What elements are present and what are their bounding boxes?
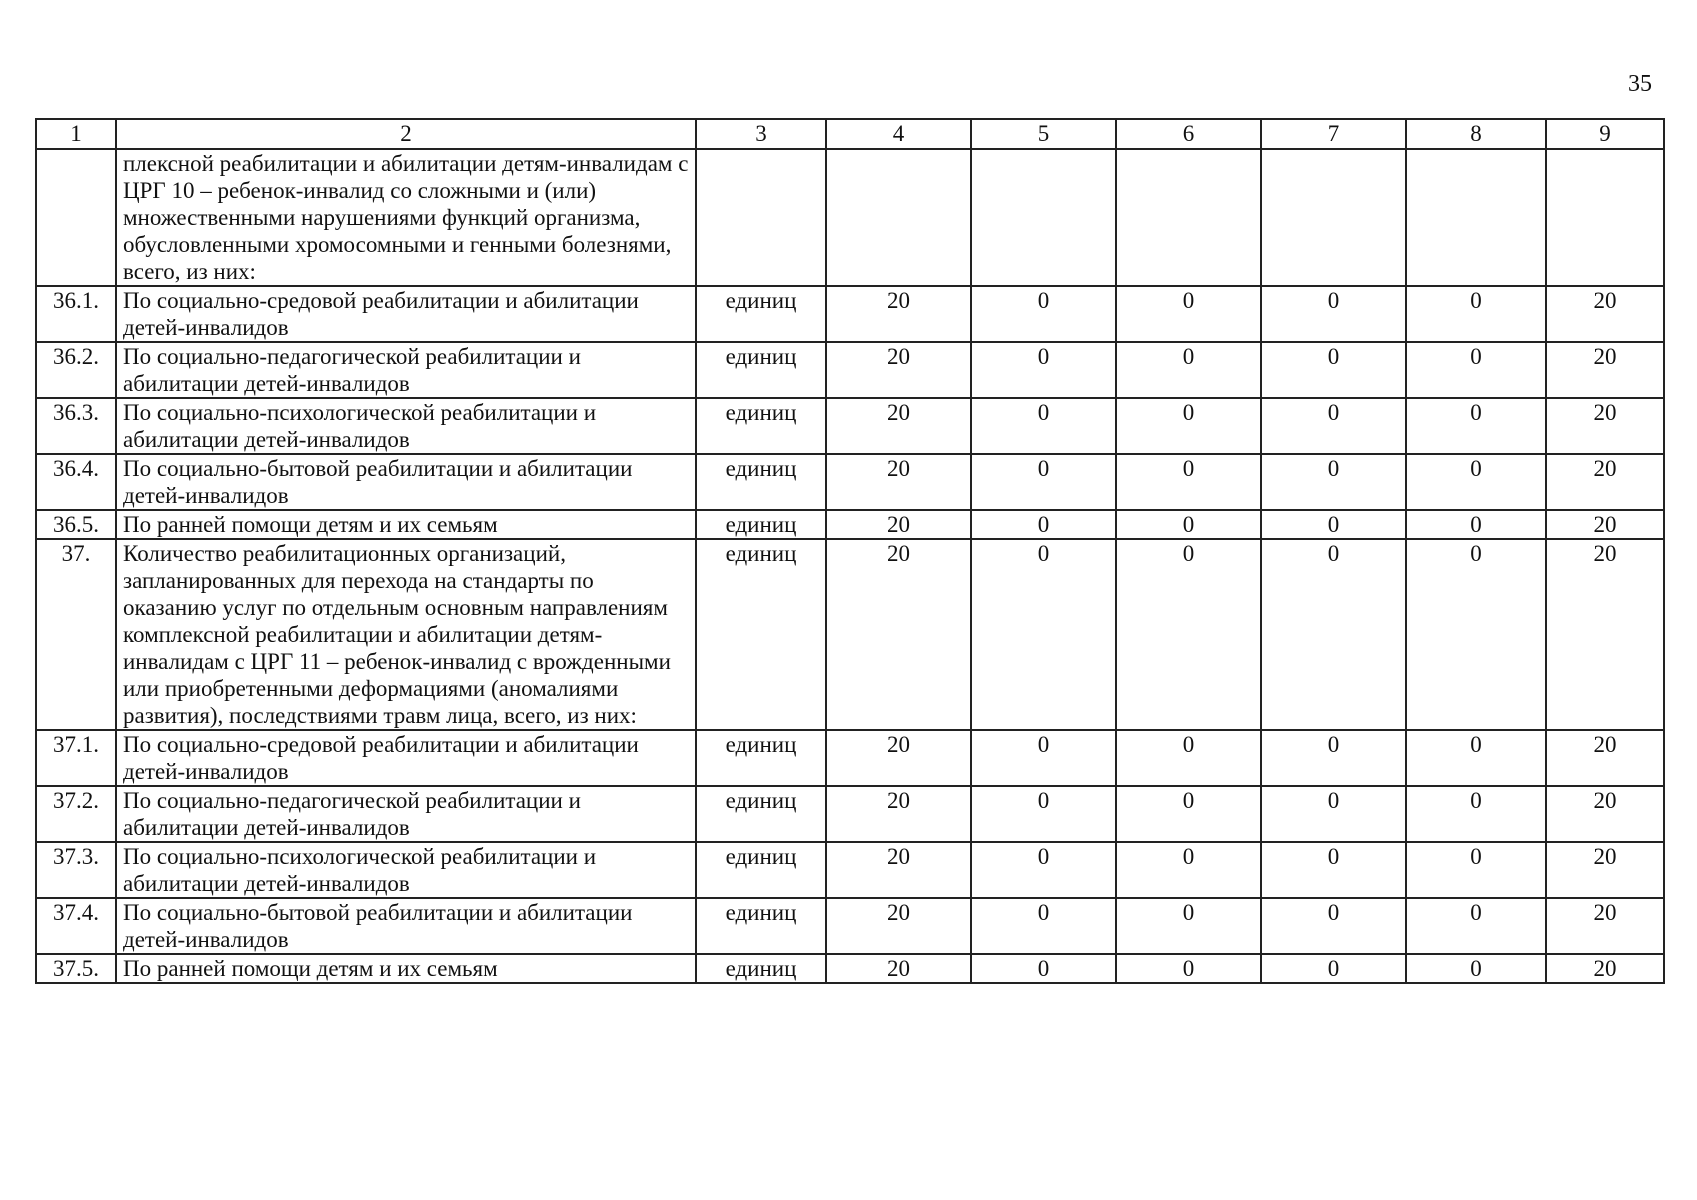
row-name: По социально-психологической реабилитации и абилитации детей-инвалидов bbox=[116, 842, 696, 898]
row-value: 0 bbox=[1406, 954, 1546, 983]
row-value: 0 bbox=[1261, 954, 1406, 983]
header-cell: 1 bbox=[36, 119, 116, 149]
row-name: По социально-средовой реабилитации и абилитации детей-инвалидов bbox=[116, 730, 696, 786]
row-number bbox=[36, 149, 116, 286]
row-value: 20 bbox=[826, 342, 971, 398]
row-value: 20 bbox=[1546, 539, 1664, 730]
row-value: 0 bbox=[1116, 454, 1261, 510]
row-unit: единиц bbox=[696, 954, 826, 983]
row-value bbox=[1546, 149, 1664, 286]
row-value: 0 bbox=[1406, 730, 1546, 786]
row-value: 20 bbox=[826, 730, 971, 786]
row-value: 0 bbox=[1116, 398, 1261, 454]
row-value: 20 bbox=[1546, 510, 1664, 539]
row-value bbox=[826, 149, 971, 286]
row-unit: единиц bbox=[696, 730, 826, 786]
table-row bbox=[36, 510, 1664, 539]
report-table bbox=[35, 118, 1665, 984]
row-value: 0 bbox=[1116, 842, 1261, 898]
row-value: 0 bbox=[1116, 898, 1261, 954]
row-number: 36.5. bbox=[36, 510, 116, 539]
header-row bbox=[36, 119, 1664, 149]
row-value: 0 bbox=[1261, 730, 1406, 786]
row-value: 20 bbox=[1546, 342, 1664, 398]
row-value: 0 bbox=[1116, 510, 1261, 539]
row-number: 37.2. bbox=[36, 786, 116, 842]
table-row bbox=[36, 286, 1664, 342]
table-row bbox=[36, 954, 1664, 983]
row-value: 0 bbox=[971, 454, 1116, 510]
row-value: 0 bbox=[1261, 454, 1406, 510]
row-value: 0 bbox=[1406, 842, 1546, 898]
row-value: 0 bbox=[1116, 954, 1261, 983]
row-name: плексной реабилитации и абилитации детям-инвалидам с ЦРГ 10 – ребенок-инвалид со сложными и (или) множественными нарушениями функций организма, обусловленными хромосомными и генными болезнями, всего, из них: bbox=[116, 149, 696, 286]
table-row bbox=[36, 398, 1664, 454]
row-number: 37.5. bbox=[36, 954, 116, 983]
table-row bbox=[36, 730, 1664, 786]
row-value: 0 bbox=[1116, 286, 1261, 342]
row-unit bbox=[696, 149, 826, 286]
row-value: 20 bbox=[826, 539, 971, 730]
row-number: 36.3. bbox=[36, 398, 116, 454]
row-value bbox=[1406, 149, 1546, 286]
row-value: 20 bbox=[826, 842, 971, 898]
table-row bbox=[36, 342, 1664, 398]
row-value: 20 bbox=[1546, 842, 1664, 898]
header-cell: 3 bbox=[696, 119, 826, 149]
row-unit: единиц bbox=[696, 510, 826, 539]
row-value: 20 bbox=[1546, 786, 1664, 842]
table-row bbox=[36, 842, 1664, 898]
row-value: 20 bbox=[1546, 286, 1664, 342]
header-cell: 6 bbox=[1116, 119, 1261, 149]
row-value: 0 bbox=[1116, 730, 1261, 786]
row-value: 0 bbox=[1406, 786, 1546, 842]
row-value: 0 bbox=[971, 510, 1116, 539]
row-value: 0 bbox=[971, 539, 1116, 730]
row-number: 36.2. bbox=[36, 342, 116, 398]
table-row bbox=[36, 786, 1664, 842]
row-value: 0 bbox=[1406, 286, 1546, 342]
row-value: 0 bbox=[1261, 342, 1406, 398]
header-cell: 7 bbox=[1261, 119, 1406, 149]
row-value bbox=[971, 149, 1116, 286]
table-row bbox=[36, 454, 1664, 510]
row-value: 0 bbox=[1116, 539, 1261, 730]
row-number: 37.3. bbox=[36, 842, 116, 898]
row-value: 20 bbox=[826, 954, 971, 983]
row-value bbox=[1116, 149, 1261, 286]
row-value: 0 bbox=[971, 786, 1116, 842]
row-value: 20 bbox=[1546, 898, 1664, 954]
table-body bbox=[36, 149, 1664, 983]
row-value: 0 bbox=[1261, 398, 1406, 454]
row-unit: единиц bbox=[696, 286, 826, 342]
row-value: 0 bbox=[971, 898, 1116, 954]
row-value: 20 bbox=[826, 398, 971, 454]
row-unit: единиц bbox=[696, 786, 826, 842]
row-value: 0 bbox=[1261, 898, 1406, 954]
row-unit: единиц bbox=[696, 539, 826, 730]
row-value: 20 bbox=[826, 786, 971, 842]
row-number: 36.1. bbox=[36, 286, 116, 342]
row-value: 20 bbox=[826, 510, 971, 539]
row-value: 0 bbox=[1261, 842, 1406, 898]
row-value: 0 bbox=[971, 954, 1116, 983]
row-name: По социально-психологической реабилитации и абилитации детей-инвалидов bbox=[116, 398, 696, 454]
row-name: По социально-педагогической реабилитации и абилитации детей-инвалидов bbox=[116, 342, 696, 398]
row-value: 0 bbox=[1406, 398, 1546, 454]
row-value: 0 bbox=[1261, 510, 1406, 539]
row-value: 0 bbox=[1406, 454, 1546, 510]
row-value: 0 bbox=[971, 342, 1116, 398]
row-value: 0 bbox=[1261, 786, 1406, 842]
row-value bbox=[1261, 149, 1406, 286]
table-row bbox=[36, 539, 1664, 730]
header-cell: 8 bbox=[1406, 119, 1546, 149]
row-value: 0 bbox=[971, 730, 1116, 786]
page-number: 35 bbox=[1628, 71, 1652, 97]
row-unit: единиц bbox=[696, 842, 826, 898]
row-value: 0 bbox=[1261, 539, 1406, 730]
row-number: 36.4. bbox=[36, 454, 116, 510]
row-unit: единиц bbox=[696, 454, 826, 510]
row-unit: единиц bbox=[696, 898, 826, 954]
row-value: 20 bbox=[826, 286, 971, 342]
row-value: 0 bbox=[1261, 286, 1406, 342]
row-name: По социально-педагогической реабилитации и абилитации детей-инвалидов bbox=[116, 786, 696, 842]
table-row bbox=[36, 149, 1664, 286]
row-value: 0 bbox=[1406, 510, 1546, 539]
header-cell: 5 bbox=[971, 119, 1116, 149]
row-unit: единиц bbox=[696, 342, 826, 398]
row-value: 20 bbox=[1546, 398, 1664, 454]
row-name: По социально-бытовой реабилитации и абилитации детей-инвалидов bbox=[116, 454, 696, 510]
row-value: 0 bbox=[971, 398, 1116, 454]
row-number: 37.4. bbox=[36, 898, 116, 954]
row-value: 20 bbox=[1546, 954, 1664, 983]
row-value: 20 bbox=[826, 898, 971, 954]
row-value: 20 bbox=[1546, 454, 1664, 510]
row-number: 37. bbox=[36, 539, 116, 730]
row-name: Количество реабилитационных организаций, запланированных для перехода на стандарты по оказанию услуг по отдельным основным направлениям комплексной реабилитации и абилитации детям-инвалидам с ЦРГ 11 – ребенок-инвалид с врожденными или приобретенными деформациями (аномалиями развития), последствиями травм лица, всего, из них: bbox=[116, 539, 696, 730]
row-value: 0 bbox=[971, 286, 1116, 342]
row-value: 0 bbox=[1116, 342, 1261, 398]
table-row bbox=[36, 898, 1664, 954]
row-name: По ранней помощи детям и их семьям bbox=[116, 954, 696, 983]
header-cell: 4 bbox=[826, 119, 971, 149]
row-value: 0 bbox=[1116, 786, 1261, 842]
row-name: По социально-средовой реабилитации и абилитации детей-инвалидов bbox=[116, 286, 696, 342]
row-value: 0 bbox=[971, 842, 1116, 898]
header-cell: 9 bbox=[1546, 119, 1664, 149]
row-number: 37.1. bbox=[36, 730, 116, 786]
header-cell: 2 bbox=[116, 119, 696, 149]
row-value: 0 bbox=[1406, 898, 1546, 954]
row-value: 0 bbox=[1406, 539, 1546, 730]
row-name: По ранней помощи детям и их семьям bbox=[116, 510, 696, 539]
row-unit: единиц bbox=[696, 398, 826, 454]
row-name: По социально-бытовой реабилитации и абилитации детей-инвалидов bbox=[116, 898, 696, 954]
row-value: 0 bbox=[1406, 342, 1546, 398]
row-value: 20 bbox=[826, 454, 971, 510]
row-value: 20 bbox=[1546, 730, 1664, 786]
